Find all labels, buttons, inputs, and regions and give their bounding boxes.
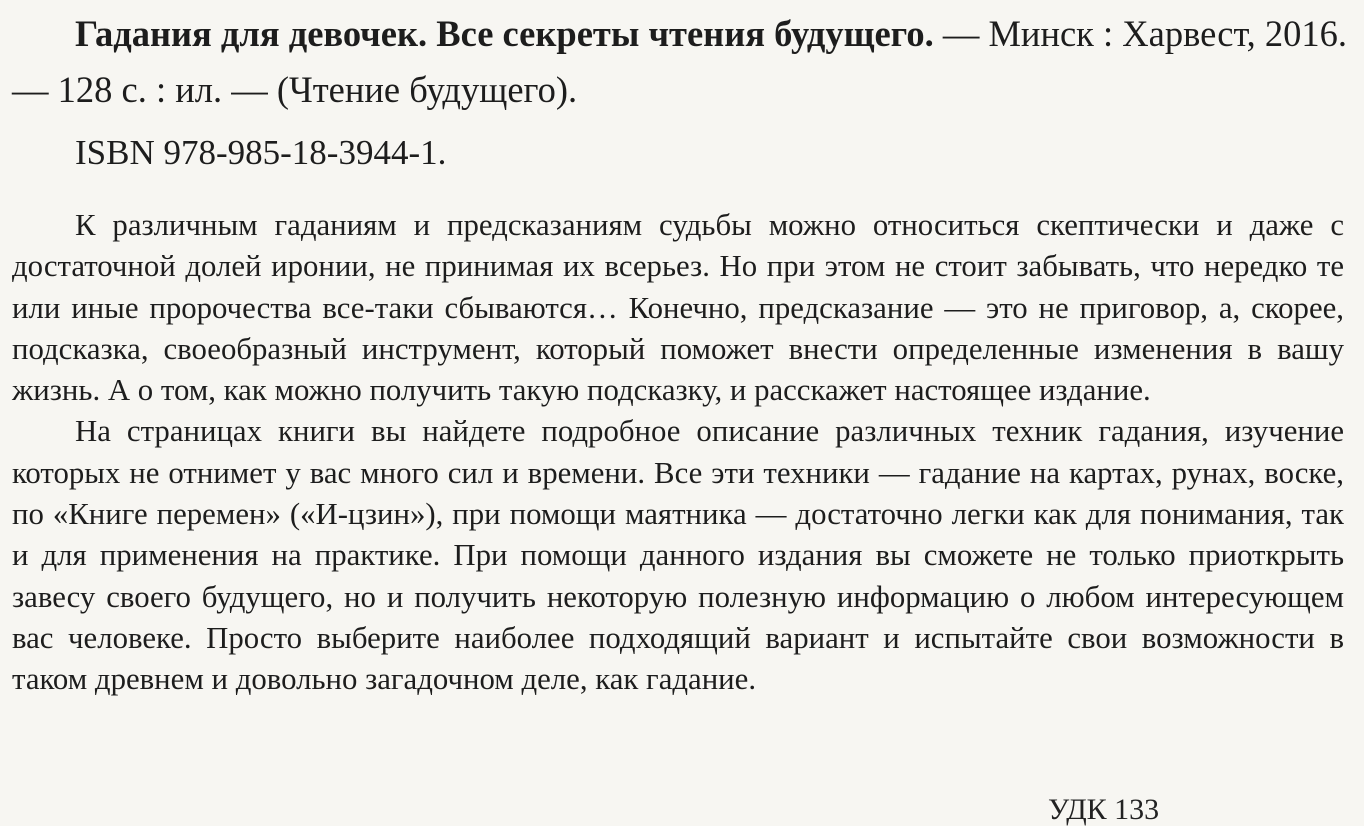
annotation-paragraph-2: На страницах книги вы найдете подробное описание различных техник гадания, изучение которых не отнимет у вас много сил и времени. Все эти техники — гадание на картах, рунах, воске, по «Книге перемен» («И-цзин»), при помощи маятника — достаточно легки как для понимания, так и для применения на практике. При помощи данного издания вы сможете не только приоткрыть завесу своего будущего, но и получить некоторую полезную информацию о любом интересующем вас человеке. Просто выберите наиболее подходящий вариант и испытайте свои возможности в таком древнем и довольно загадочном деле, как гадание. — [12, 414, 1344, 697]
annotation-paragraph-1: К различным гаданиям и предсказаниям судьбы можно относиться скептически и даже с достаточной долей иронии, не принимая их всерьез. Но при этом не стоит забывать, что нередко те или иные пророчества все-таки сбываются… Конечно, предсказание — это не приговор, а, скорее, подсказка, своеобразный инструмент, который поможет внести определенные изменения в вашу жизнь. А о том, как можно получить такую подсказку, и расскажет настоящее издание. — [12, 208, 1344, 408]
annotation — [12, 205, 1344, 701]
book-title: Гадания для девочек. Все секреты чтения будущего. — [75, 13, 934, 54]
udc-code-cut-off: УДК 133 — [1048, 793, 1160, 826]
publication-details: — Минск : Харвест, 2016. — 128 с. : ил. — (Чтение будущего). — [12, 13, 1348, 110]
isbn-line: ISBN 978-985-18-3944-1. — [75, 133, 447, 172]
bibliographic-record — [12, 6, 1357, 118]
